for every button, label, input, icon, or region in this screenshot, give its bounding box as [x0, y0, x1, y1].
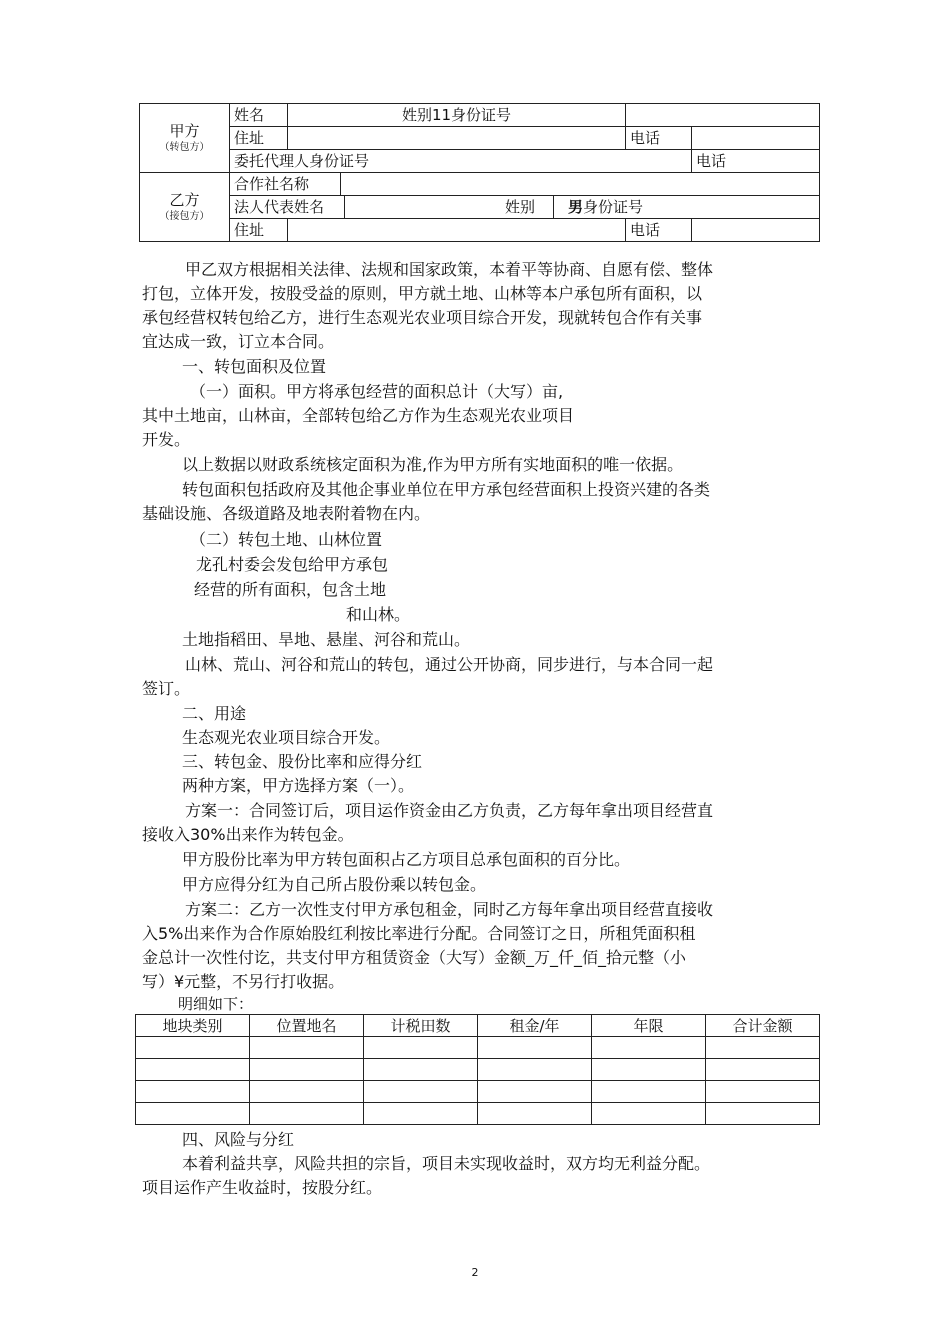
- section-2-heading: 二、用途: [182, 704, 247, 723]
- plan-1-dividend: 甲方应得分红为自己所占股份乘以转包金。: [182, 875, 487, 894]
- legal-rep-row: 法人代表姓名 姓别 男身份证号: [230, 196, 820, 219]
- section-3-options: 两种方案，甲方选择方案（一）。: [182, 776, 415, 795]
- rent-detail-table: [135, 1014, 820, 1125]
- page-number: 2: [471, 1266, 479, 1279]
- header-rent-per-year: 租金/年: [478, 1015, 592, 1037]
- gender-id-label: 姓别11身份证号: [288, 104, 626, 127]
- table-cell[interactable]: [364, 1103, 478, 1125]
- header-plot-type: 地块类别: [136, 1015, 250, 1037]
- para-1-line-3: 承包经营权转包给乙方，进行生态观光农业项目综合开发，现就转包合作有关事: [142, 308, 703, 327]
- table-cell[interactable]: [478, 1081, 592, 1103]
- plan-2-line-1: 方案二：乙方一次性支付甲方承包租金，同时乙方每年拿出项目经营直接收: [185, 900, 714, 919]
- address-field[interactable]: [288, 127, 626, 150]
- phone-label-b: 电话: [626, 219, 692, 242]
- table-cell[interactable]: [250, 1081, 364, 1103]
- address-label-b: 住址: [230, 219, 288, 242]
- table-row: [136, 1059, 820, 1081]
- para-1-line-4: 宜达成一致，订立本合同。: [142, 332, 335, 351]
- header-years: 年限: [592, 1015, 706, 1037]
- plan-1-line-1: 方案一：合同签订后，项目运作资金由乙方负责，乙方每年拿出项目经营直: [185, 801, 714, 820]
- section-1-area: （一）面积。甲方将承包经营的面积总计（大写）亩,: [190, 382, 564, 401]
- phone-field[interactable]: [692, 127, 820, 150]
- table-cell[interactable]: [364, 1059, 478, 1081]
- table-cell[interactable]: [478, 1059, 592, 1081]
- plan-1-line-2: 接收入30%出来作为转包金。: [142, 825, 354, 844]
- detail-caption: 明细如下：: [178, 995, 254, 1013]
- section-1-forest-line-1: 山林、荒山、河谷和荒山的转包，通过公开协商，同步进行，与本合同一起: [185, 655, 714, 674]
- para-1-line-1: 甲乙双方根据相关法律、法规和国家政策，本着平等协商、自愿有偿、整体: [185, 260, 714, 279]
- section-1-heading: 一、转包面积及位置: [182, 357, 327, 376]
- party-b-label: 乙方 （接包方）: [140, 173, 230, 242]
- section-2-purpose: 生态观光农业项目综合开发。: [182, 728, 391, 747]
- section-4-line-2: 项目运作产生收益时，按股分红。: [142, 1178, 383, 1197]
- header-location: 位置地名: [250, 1015, 364, 1037]
- table-row: [136, 1103, 820, 1125]
- agent-phone-label: 电话: [692, 150, 820, 173]
- section-3-heading: 三、转包金、股份比率和应得分红: [182, 752, 423, 771]
- table-cell[interactable]: [364, 1081, 478, 1103]
- table-cell[interactable]: [706, 1081, 820, 1103]
- section-1-scope-line-1: 转包面积包括政府及其他企事业单位在甲方承包经营面积上投资兴建的各类: [182, 480, 711, 499]
- table-row: [136, 1081, 820, 1103]
- table-cell[interactable]: [592, 1103, 706, 1125]
- address-label: 住址: [230, 127, 288, 150]
- plan-2-line-3: 金总计一次性付讫，共支付甲方租赁资金（大写）金额_万_仟_佰_拾元整（小: [142, 948, 687, 967]
- table-cell[interactable]: [364, 1037, 478, 1059]
- table-cell[interactable]: [250, 1103, 364, 1125]
- section-1-location-line-3: 和山林。: [346, 605, 411, 624]
- para-1-line-2: 打包，立体开发，按股受益的原则，甲方就土地、山林等本户承包所有面积，以: [142, 284, 703, 303]
- table-cell[interactable]: [706, 1103, 820, 1125]
- section-1-location-heading: （二）转包土地、山林位置: [190, 530, 383, 549]
- table-cell[interactable]: [592, 1059, 706, 1081]
- table-cell[interactable]: [136, 1103, 250, 1125]
- table-cell[interactable]: [478, 1037, 592, 1059]
- table-cell[interactable]: [250, 1059, 364, 1081]
- table-row: [136, 1037, 820, 1059]
- section-1-area-end: 开发。: [142, 430, 191, 449]
- table-cell[interactable]: [706, 1037, 820, 1059]
- section-1-land-types: 土地指稻田、旱地、悬崖、河谷和荒山。: [182, 630, 471, 649]
- section-4-line-1: 本着利益共享，风险共担的宗旨，项目未实现收益时，双方均无利益分配。: [182, 1154, 711, 1173]
- name-label: 姓名: [230, 104, 288, 127]
- section-1-basis: 以上数据以财政系统核定面积为准,作为甲方所有实地面积的唯一依据。: [182, 455, 684, 474]
- section-1-area-detail: 其中土地亩，山林亩，全部转包给乙方作为生态观光农业项目: [142, 406, 575, 425]
- section-4-heading: 四、风险与分红: [182, 1130, 295, 1149]
- address-field-b[interactable]: [288, 219, 626, 242]
- table-cell[interactable]: [706, 1059, 820, 1081]
- table-cell[interactable]: [592, 1037, 706, 1059]
- header-taxable-fields: 计税田数: [364, 1015, 478, 1037]
- plan-1-share-ratio: 甲方股份比率为甲方转包面积占乙方项目总承包面积的百分比。: [182, 850, 631, 869]
- party-a-label: 甲方 （转包方）: [140, 104, 230, 173]
- coop-name-label: 合作社名称: [230, 173, 820, 196]
- plan-2-line-2: 入5%出来作为合作原始股红利按比率进行分配。合同签订之日，所租凭面积租: [142, 924, 696, 943]
- header-total: 合计金额: [706, 1015, 820, 1037]
- plan-2-line-4: 写）¥元整，不另行打收据。: [142, 972, 345, 991]
- table-cell[interactable]: [136, 1037, 250, 1059]
- table-cell[interactable]: [592, 1081, 706, 1103]
- table-cell[interactable]: [136, 1059, 250, 1081]
- id-number-field[interactable]: [626, 104, 820, 127]
- section-1-location-line-2: 经营的所有面积，包含土地: [194, 580, 387, 599]
- party-info-table: [139, 103, 820, 242]
- phone-label: 电话: [626, 127, 692, 150]
- section-1-location-line-1: 龙孔村委会发包给甲方承包: [196, 555, 389, 574]
- section-1-forest-line-2: 签订。: [142, 679, 191, 698]
- table-cell[interactable]: [136, 1081, 250, 1103]
- phone-field-b[interactable]: [692, 219, 820, 242]
- table-header-row: [136, 1015, 820, 1037]
- table-cell[interactable]: [250, 1037, 364, 1059]
- agent-id-label: 委托代理人身份证号: [230, 150, 692, 173]
- section-1-scope-line-2: 基础设施、各级道路及地表附着物在内。: [142, 504, 431, 523]
- table-cell[interactable]: [478, 1103, 592, 1125]
